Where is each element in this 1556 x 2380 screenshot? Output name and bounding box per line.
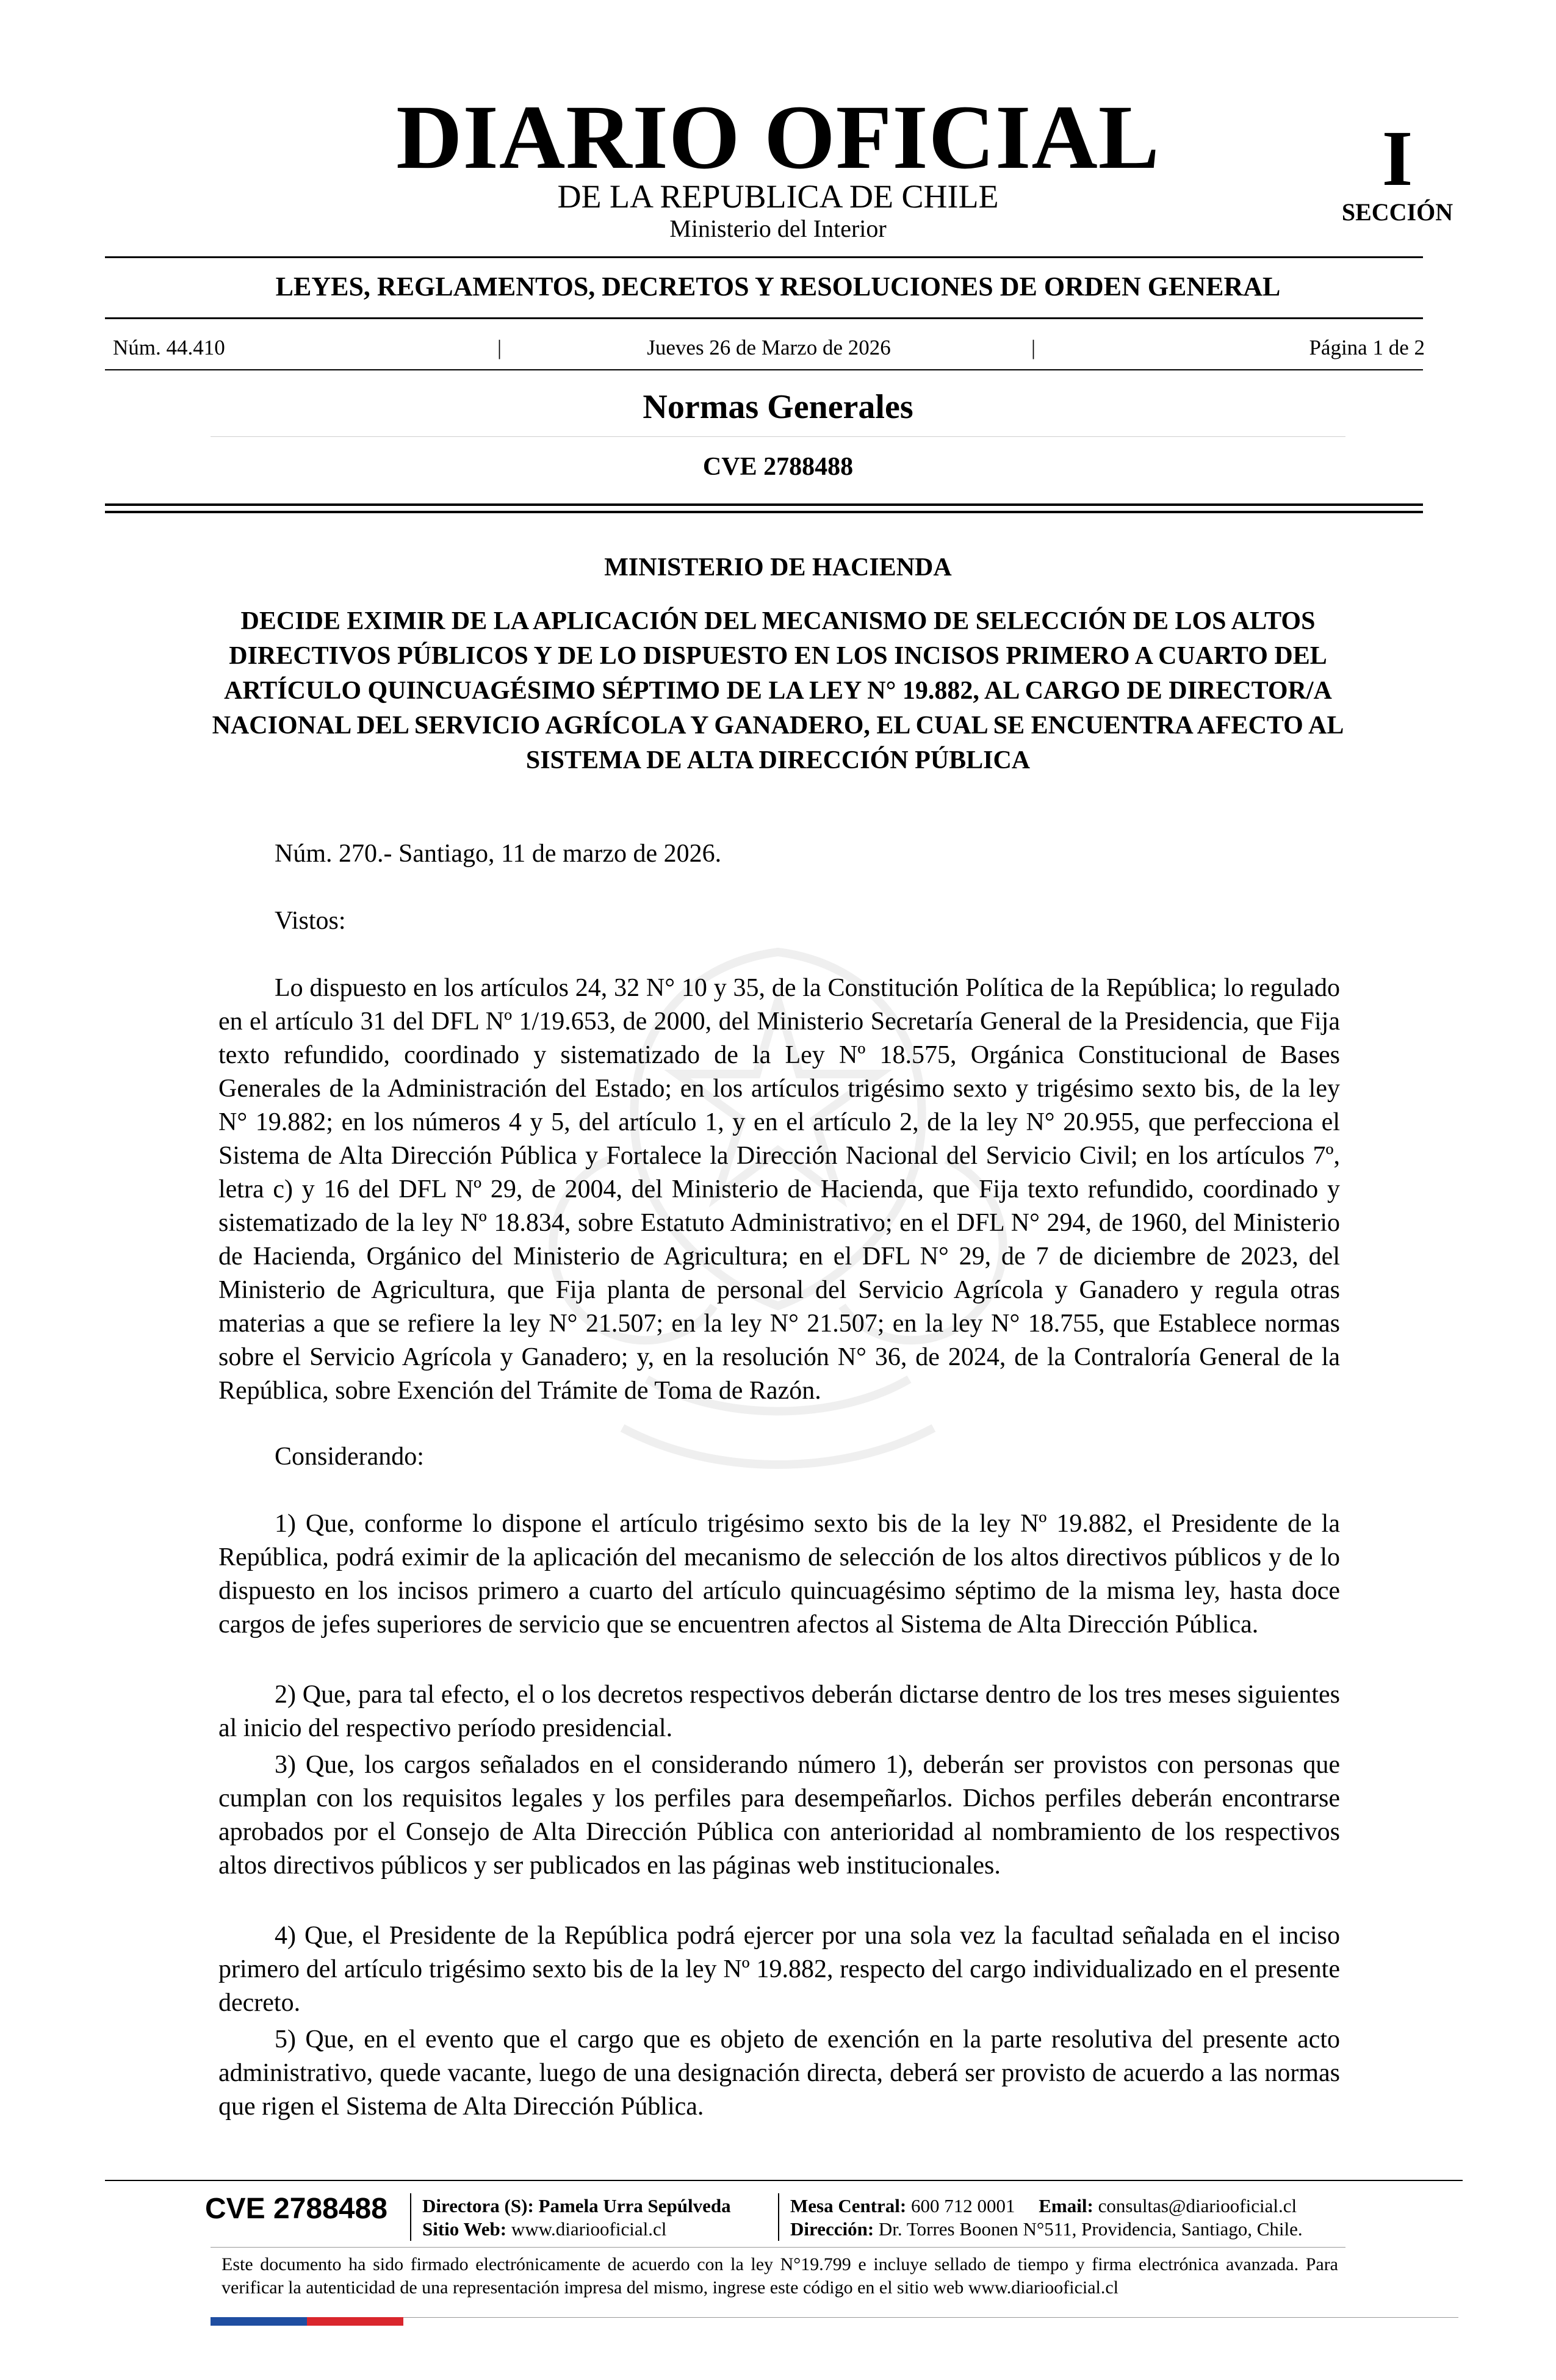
considerando-item [218,1919,1340,2020]
footer-contact-block [790,2194,1303,2241]
flag-stripe-red [307,2317,403,2326]
issue-separator: | [497,336,502,359]
vistos-paragraph [218,972,1340,1408]
issue-rule [105,369,1423,370]
footer-divider [778,2193,779,2241]
masthead-rule-top [105,256,1423,258]
email-label: Email: [1039,2195,1093,2216]
considerando-text: 3) Que, los cargos señalados en el considerando número 1), deberán ser provistos con personas que cumplan con los requisitos legales y los perfiles para desempeñarlos. Dichos perfiles deberán encontrarse aprobados por el Consejo de Alta Dirección Pública con anterioridad al nombramiento de los respectivos altos directivos públicos y ser publicados en las páginas web institucionales. [218,1751,1340,1880]
category-heading: LEYES, REGLAMENTOS, DECRETOS Y RESOLUCIONES DE ORDEN GENERAL [275,272,1281,301]
double-rule-bottom [105,511,1423,513]
double-rule-top [105,503,1423,506]
section-label: SECCIÓN [1341,198,1453,226]
considerando-item [218,1507,1340,1642]
masthead-title: DIARIO OFICIAL [396,87,1160,188]
site-link[interactable]: www.diariooficial.cl [511,2218,667,2240]
vistos-heading: Vistos: [275,907,346,935]
ministry-heading: MINISTERIO DE HACIENDA [604,554,952,582]
flag-stripe-blue [211,2317,307,2326]
director-label: Directora (S): [422,2195,534,2216]
decree-title: DECIDE EXIMIR DE LA APLICACIÓN DEL MECANISMO DE SELECCIÓN DE LOS ALTOS DIRECTIVOS PÚBLICOS Y DE LO DISPUESTO EN LOS INCISOS PRIMERO A CUARTO DEL ARTÍCULO QUINCUAGÉSIMO SÉPTIMO DE LA LEY N° 19.882, AL CARGO DE DIRECTOR/A NACIONAL DEL SERVICIO AGRÍCOLA Y GANADERO, EL CUAL SE ENCUENTRA AFECTO AL SISTEMA DE ALTA DIRECCIÓN PÚBLICA [212,607,1344,774]
section-number: I [1381,115,1413,203]
site-label: Sitio Web: [422,2218,507,2240]
masthead-rule-bottom [105,317,1423,319]
vistos-text: Lo dispuesto en los artículos 24, 32 N° 10 y 35, de la Constitución Política de la República; lo regulado en el artículo 31 del DFL Nº 1/19.653, de 2000, del Ministerio Secretaría General de la Presidencia, que Fija texto refundido, coordinado y sistematizado de la Ley Nº 18.575, Orgánica Constitucional de Bases Generales de la Administración del Estado; en los artículos trigésimo sexto y trigésimo sexto bis, de la ley N° 19.882; en los números 4 y 5, del artículo 1, y en el artículo 2, de la ley N° 20.955, que perfecciona el Sistema de Alta Dirección Pública y Fortalece la Dirección Nacional del Servicio Civil; en los artículos 7º, letra c) y 16 del DFL Nº 29, de 2004, del Ministerio de Hacienda, que Fija texto refundido, coordinado y sistematizado de la ley Nº 18.834, sobre Estatuto Administrativo; en el DFL N° 294, de 1960, del Ministerio de Hacienda, Orgánico del Ministerio de Agricultura; en el DFL N° 29, de 7 de diciembre de 2023, del Ministerio de Agricultura, que Fija planta de personal del Servicio Agrícola y Ganadero y regula otras materias a que se refiere la ley N° 21.507; en la ley N° 21.507; en la ley N° 18.755, que Establece normas sobre el Servicio Agrícola y Ganadero; y, en la resolución N° 36, de 2024, de la Contraloría General de la República, sobre Exención del Trámite de Toma de Razón. [218,974,1340,1405]
section-title: Normas Generales [643,388,913,426]
phone-label: Mesa Central: [790,2195,907,2216]
considerando-heading: Considerando: [275,1443,424,1471]
address-label: Dirección: [790,2218,874,2240]
address-value: Dr. Torres Boonen N°511, Providencia, Santiago, Chile. [878,2218,1303,2240]
issue-bar [113,333,1425,363]
issue-separator: | [1031,336,1036,359]
section-divider [211,436,1345,437]
considerando-item [218,1748,1340,1883]
email-link[interactable]: consultas@diariooficial.cl [1098,2195,1297,2216]
issue-date: Jueves 26 de Marzo de 2026 [647,336,891,359]
issue-number: Núm. 44.410 [113,336,225,359]
cve-code: CVE 2788488 [702,453,854,481]
decree-number-line: Núm. 270.- Santiago, 11 de marzo de 2026. [275,840,722,868]
considerando-text: 2) Que, para tal efecto, el o los decretos respectivos deberán dictarse dentro de los tres meses siguientes al inicio del respectivo período presidencial. [218,1681,1340,1742]
footer-director-block [422,2194,731,2241]
footer-rule-top [105,2180,1463,2181]
issue-page: Página 1 de 2 [1309,336,1425,359]
masthead-ministry: Ministerio del Interior [669,215,887,242]
considerando-item [218,2023,1340,2124]
phone-value: 600 712 0001 [911,2195,1015,2216]
considerando-text: 4) Que, el Presidente de la República podrá ejercer por una sola vez la facultad señalada en el inciso primero del artículo trigésimo sexto bis de la ley Nº 19.882, respecto del cargo individualizado en el presente decreto. [218,1922,1340,2017]
considerando-item [218,1678,1340,1745]
masthead-subtitle: DE LA REPUBLICA DE CHILE [557,178,999,215]
considerando-text: 1) Que, conforme lo dispone el artículo trigésimo sexto bis de la ley Nº 19.882, el Presidente de la República, podrá eximir de la aplicación del mecanismo de selección de los altos directivos públicos y de lo dispuesto en los incisos primero a cuarto del artículo quincuagésimo séptimo de la misma ley, hasta doce cargos de jefes superiores de servicio que se encuentren afectos al Sistema de Alta Dirección Pública. [218,1510,1340,1639]
signature-note: Este documento ha sido firmado electrónicamente de acuerdo con la ley N°19.799 e incluye sellado de tiempo y firma electrónica avanzada. Para verificar la autenticidad de una representación impresa del mismo, ingrese este código en el sitio web www.diariooficial.cl [222,2254,1338,2298]
footer-cve-code: CVE 2788488 [205,2193,387,2225]
footer-divider [410,2193,411,2241]
considerando-text: 5) Que, en el evento que el cargo que es objeto de exención en la parte resolutiva del presente acto administrativo, quede vacante, luego de una designación directa, deberá ser provisto de acuerdo a las normas que rigen el Sistema de Alta Dirección Pública. [218,2025,1340,2121]
director-name: Pamela Urra Sepúlveda [538,2195,731,2216]
footer-rule-mid [211,2247,1345,2248]
